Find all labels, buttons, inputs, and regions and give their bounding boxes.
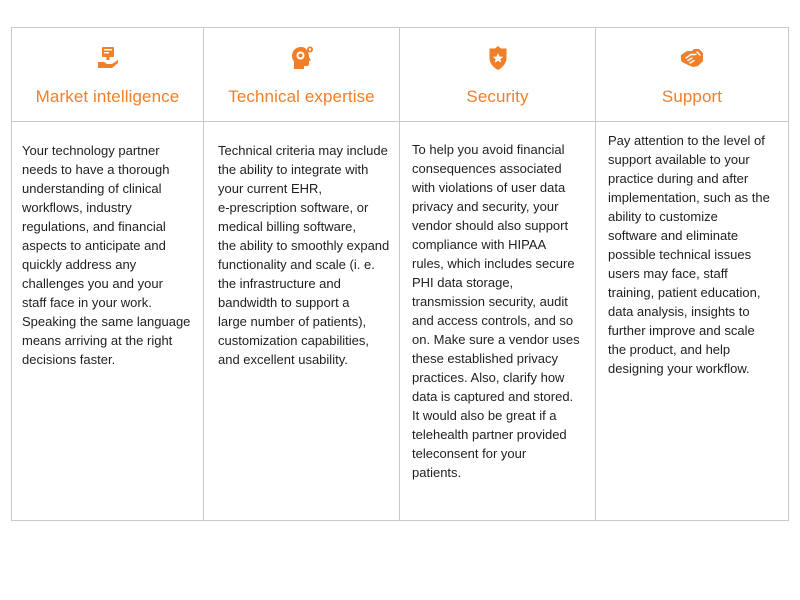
body-line: Technical criteria may include	[218, 143, 388, 158]
column-security	[400, 28, 596, 520]
column-body	[204, 122, 399, 369]
body-line: bandwidth to support a	[218, 295, 350, 310]
body-line: aspects to anticipate and	[22, 238, 166, 253]
body-line: transmission security, audit	[412, 294, 568, 309]
body-line: needs to have a thorough	[22, 162, 170, 177]
column-technical-expertise	[204, 28, 400, 520]
column-body	[400, 122, 595, 482]
body-line: ability to customize	[608, 209, 718, 224]
body-line: further improve and scale	[608, 323, 755, 338]
body-line: the ability to integrate with	[218, 162, 369, 177]
column-title: Support	[661, 87, 723, 106]
column-title: Security	[466, 87, 529, 106]
body-line: training, patient education,	[608, 285, 761, 300]
column-header	[204, 28, 399, 122]
body-line: the product, and help	[608, 342, 731, 357]
body-line: decisions faster.	[22, 352, 116, 367]
body-line: data analysis, insights to	[608, 304, 750, 319]
body-line: these established privacy	[412, 351, 558, 366]
features-table	[11, 27, 789, 521]
body-line: medical billing software,	[218, 219, 357, 234]
body-line: software and eliminate	[608, 228, 739, 243]
column-header	[12, 28, 203, 122]
body-line: users may face, staff	[608, 266, 728, 281]
market-monitor-icon	[95, 45, 121, 71]
body-line: implementation, such as the	[608, 190, 770, 205]
column-title: Market intelligence	[35, 87, 180, 106]
body-line: practice during and after	[608, 171, 749, 186]
body-line: data is captured and stored.	[412, 389, 574, 404]
body-line: It would also be great if a	[412, 408, 557, 423]
body-line: with violations of user data	[412, 180, 566, 195]
body-line: functionality and scale (i. e.	[218, 257, 375, 272]
body-line: customization capabilities,	[218, 333, 370, 348]
body-line: privacy and security, your	[412, 199, 559, 214]
head-gear-icon	[289, 45, 315, 71]
body-line: practices. Also, clarify how	[412, 370, 565, 385]
body-line: Speaking the same language	[22, 314, 191, 329]
body-line: on. Make sure a vendor uses	[412, 332, 580, 347]
body-line: the ability to smoothly expand	[218, 238, 390, 253]
body-line: large number of patients),	[218, 314, 367, 329]
body-line: staff face in your work.	[22, 295, 152, 310]
body-line: means arriving at the right	[22, 333, 173, 348]
column-support	[596, 28, 788, 520]
body-line: workflows, industry	[22, 200, 132, 215]
column-header	[596, 28, 788, 122]
body-line: support available to your	[608, 152, 750, 167]
body-line: your current EHR,	[218, 181, 323, 196]
column-body	[12, 122, 203, 369]
column-header	[400, 28, 595, 122]
body-line: e-prescription software, or	[218, 200, 369, 215]
body-line: challenges you and your	[22, 276, 163, 291]
body-line: and access controls, and so	[412, 313, 574, 328]
body-line: To help you avoid financial	[412, 142, 565, 157]
body-line: designing your workflow.	[608, 361, 750, 376]
column-title: Technical expertise	[228, 87, 375, 106]
body-line: consequences associated	[412, 161, 562, 176]
column-market-intelligence	[12, 28, 204, 520]
shield-star-icon	[485, 45, 511, 71]
body-line: teleconsent for your	[412, 446, 527, 461]
body-line: the infrastructure and	[218, 276, 341, 291]
body-line: quickly address any	[22, 257, 137, 272]
body-line: rules, which includes secure	[412, 256, 575, 271]
body-line: patients.	[412, 465, 462, 480]
body-line: vendor should also support	[412, 218, 569, 233]
column-body	[596, 122, 788, 378]
handshake-icon	[679, 45, 705, 71]
body-line: Pay attention to the level of	[608, 133, 765, 148]
body-line: regulations, and financial	[22, 219, 166, 234]
body-line: and excellent usability.	[218, 352, 348, 367]
body-line: PHI data storage,	[412, 275, 514, 290]
body-line: understanding of clinical	[22, 181, 162, 196]
body-line: possible technical issues	[608, 247, 752, 262]
body-line: telehealth partner provided	[412, 427, 567, 442]
body-line: compliance with HIPAA	[412, 237, 547, 252]
body-line: Your technology partner	[22, 143, 160, 158]
